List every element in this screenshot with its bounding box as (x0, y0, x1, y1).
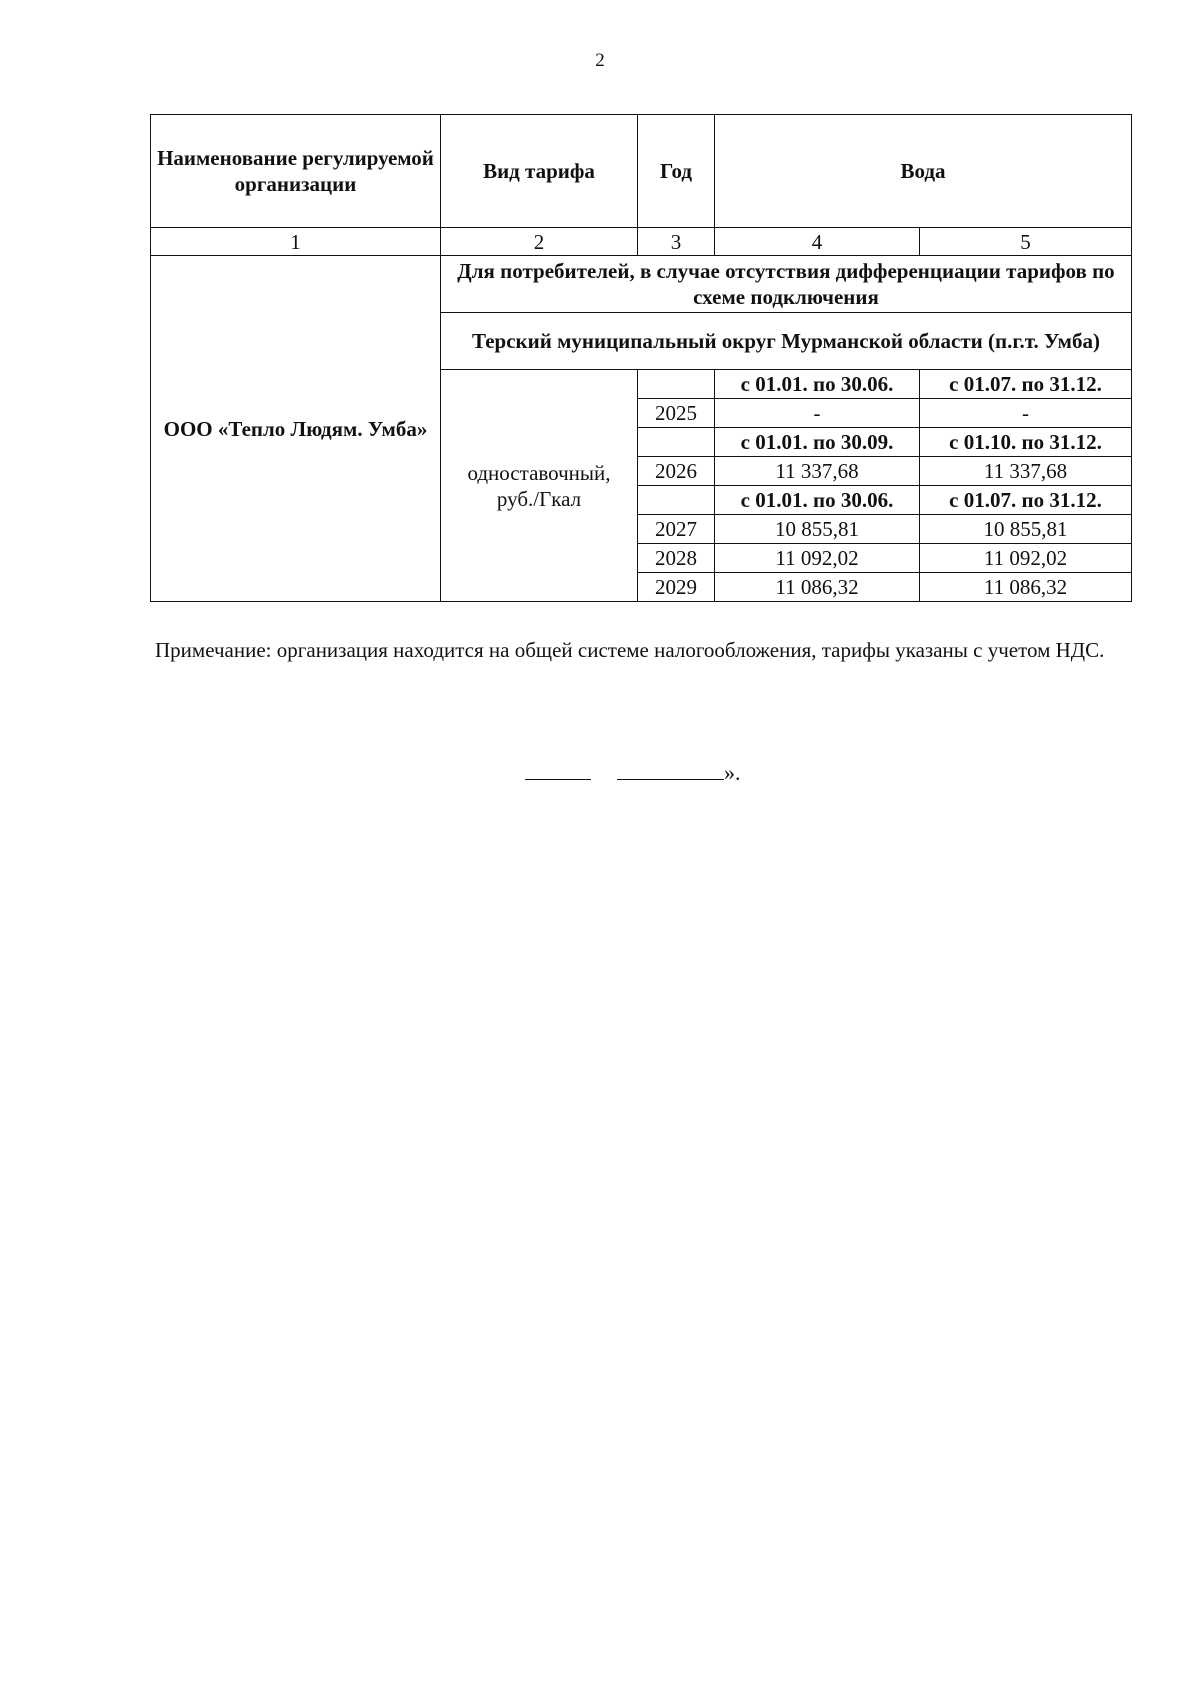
header-year: Год (638, 115, 715, 228)
value-cell: 11 086,32 (715, 573, 920, 602)
value-cell: 11 337,68 (920, 457, 1132, 486)
tariff-kind-cell: одноставочный, руб./Гкал (441, 370, 638, 602)
column-numbers-row (151, 228, 1132, 256)
period-cell: с 01.01. по 30.06. (715, 370, 920, 399)
table-header-row (151, 115, 1132, 228)
signature-line (617, 779, 724, 780)
period-cell: с 01.01. по 30.09. (715, 428, 920, 457)
page-number: 2 (595, 50, 605, 71)
period-cell: с 01.07. по 31.12. (920, 486, 1132, 515)
year-cell: 2026 (638, 457, 715, 486)
header-org-name: Наименование регулируемой организации (151, 115, 441, 228)
year-cell: 2025 (638, 399, 715, 428)
year-cell (638, 486, 715, 515)
organization-name: ООО «Тепло Людям. Умба» (163, 416, 428, 441)
value-cell: 11 086,32 (920, 573, 1132, 602)
period-cell: с 01.07. по 31.12. (920, 370, 1132, 399)
year-cell (638, 370, 715, 399)
note-text: Примечание: организация находится на общей системе налогообложения, тарифы указаны с учетом НДС. (155, 638, 1105, 662)
period-cell: с 01.10. по 31.12. (920, 428, 1132, 457)
tariff-table (150, 114, 1132, 602)
value-cell: 10 855,81 (920, 515, 1132, 544)
year-cell: 2028 (638, 544, 715, 573)
column-number: 3 (638, 228, 715, 256)
value-cell: - (920, 399, 1132, 428)
column-number: 2 (441, 228, 638, 256)
value-cell: 10 855,81 (715, 515, 920, 544)
value-cell: - (715, 399, 920, 428)
year-cell (638, 428, 715, 457)
value-cell: 11 337,68 (715, 457, 920, 486)
closing-quote: ». (724, 760, 741, 785)
column-number: 4 (715, 228, 920, 256)
year-cell: 2029 (638, 573, 715, 602)
header-tariff-type: Вид тарифа (441, 115, 638, 228)
signature-line (525, 779, 591, 780)
group-consumers-label: Для потребителей, в случае отсутствия дифференциации тарифов по схеме подключения (441, 256, 1132, 313)
closing-line (525, 760, 741, 786)
column-number: 5 (920, 228, 1132, 256)
value-cell: 11 092,02 (920, 544, 1132, 573)
group-territory-label: Терский муниципальный округ Мурманской области (п.г.т. Умба) (441, 313, 1132, 370)
header-water: Вода (715, 115, 1132, 228)
organization-cell (151, 256, 441, 602)
period-cell: с 01.01. по 30.06. (715, 486, 920, 515)
column-number: 1 (151, 228, 441, 256)
group-consumers-row (151, 256, 1132, 313)
year-cell: 2027 (638, 515, 715, 544)
value-cell: 11 092,02 (715, 544, 920, 573)
